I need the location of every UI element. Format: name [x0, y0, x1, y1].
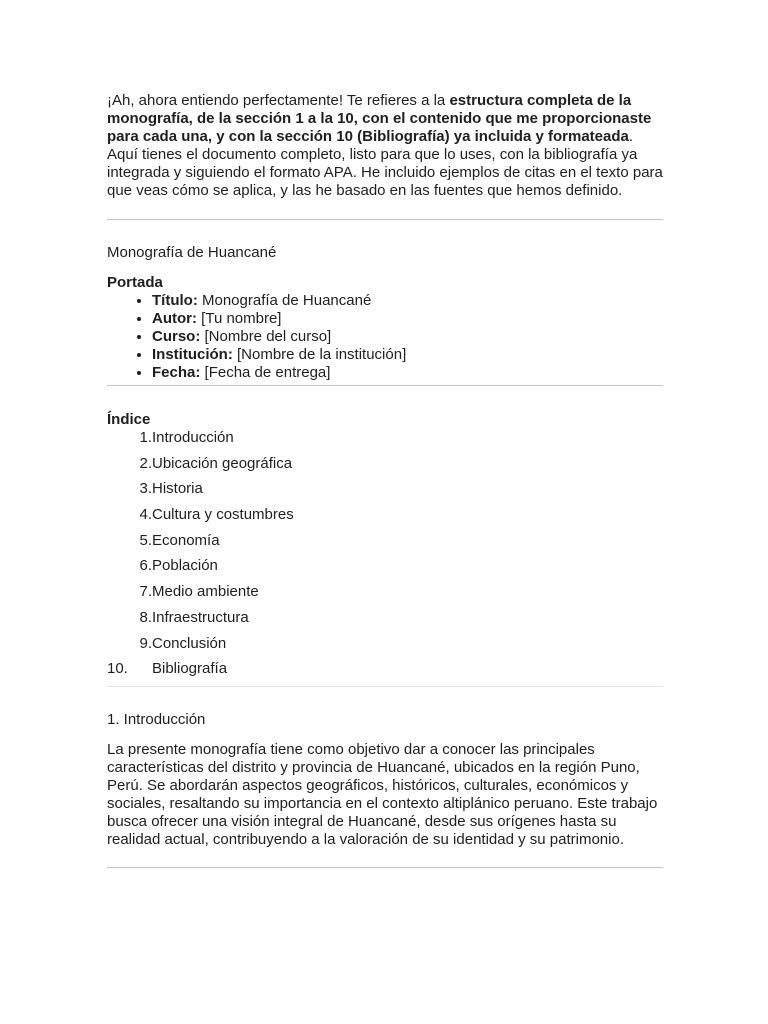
section-title-introduccion: 1. Introducción	[107, 710, 206, 728]
divider-4	[107, 867, 663, 868]
portada-item-autor	[152, 310, 663, 328]
indice-item	[107, 660, 663, 678]
portada-label: Institución:	[152, 346, 233, 363]
indice-label: Historia	[152, 480, 203, 498]
indice-num: 8.	[139, 608, 152, 626]
indice-num: 6.	[139, 557, 152, 575]
indice-num: 7.	[139, 583, 152, 601]
indice-label: Medio ambiente	[152, 583, 259, 601]
indice-num: 10.	[107, 660, 128, 678]
portada-value: [Tu nombre]	[197, 310, 282, 327]
intro-lead: ¡Ah, ahora entiendo perfectamente! Te refieres a la	[107, 92, 450, 109]
portada-item-institucion	[152, 346, 663, 364]
portada-list	[107, 292, 663, 382]
portada-value: [Nombre de la institución]	[232, 346, 407, 363]
portada-label: Autor:	[152, 310, 197, 327]
indice-num: 3.	[139, 480, 152, 498]
indice-item	[107, 506, 663, 524]
divider-2	[107, 385, 663, 386]
document-content	[107, 92, 663, 868]
divider-1	[107, 219, 663, 220]
section-body-introduccion: La presente monografía tiene como objetivo dar a conocer las principales características del distrito y provincia de Huancané, ubicados en la región Puno, Perú. Se abordarán aspectos geográficos, históricos, culturales, económicos y sociales, resaltando su importancia en el contexto altiplánico peruano. Este trabajo busca ofrecer una visión integral de Huancané, desde sus orígenes hasta su realidad actual, contribuyendo a la valoración de su identidad y su patrimonio.	[107, 740, 658, 848]
indice-num: 1.	[139, 429, 152, 446]
portada-value: Monografía de Huancané	[197, 292, 372, 309]
indice-item	[107, 480, 663, 498]
divider-3	[107, 686, 663, 687]
indice-item	[107, 455, 663, 473]
portada-value: [Nombre del curso]	[200, 328, 332, 345]
portada-label: Título:	[152, 292, 198, 309]
portada-item-curso	[152, 328, 663, 346]
intro-bold: estructura completa de la monografía, de la sección 1 a la 10, con el contenido que me proporcionaste para cada una, y con la sección 10 (Bibliografía) ya incluida y formateada	[107, 92, 652, 145]
indice-list	[107, 429, 663, 678]
indice-item	[107, 532, 663, 550]
indice-item	[107, 635, 663, 653]
indice-label: Economía	[152, 531, 220, 549]
indice-item	[107, 429, 663, 447]
indice-num: 4.	[139, 506, 152, 524]
indice-num: 9.	[139, 634, 152, 652]
indice-label: Bibliografía	[152, 660, 228, 678]
portada-item-titulo	[152, 292, 663, 310]
indice-label: Introducción	[152, 429, 234, 446]
indice-heading: Índice	[107, 411, 151, 428]
intro-tail: . Aquí tienes el documento completo, listo para que lo uses, con la bibliografía ya integrada y siguiendo el formato APA. He incluido ejemplos de citas en el texto para que veas cómo se aplica, y las he basado en las fuentes que hemos definido.	[107, 128, 663, 199]
portada-heading: Portada	[107, 274, 163, 291]
indice-label: Infraestructura	[152, 608, 249, 626]
portada-item-fecha	[152, 364, 663, 382]
indice-item	[107, 557, 663, 575]
indice-item	[107, 609, 663, 627]
doc-title: Monografía de Huancané	[107, 244, 277, 261]
indice-label: Cultura y costumbres	[152, 506, 294, 524]
intro-paragraph	[107, 92, 663, 200]
portada-label: Fecha:	[152, 364, 201, 381]
portada-value: [Fecha de entrega]	[200, 364, 331, 381]
indice-num: 5.	[139, 531, 152, 549]
indice-item	[107, 583, 663, 601]
indice-num: 2.	[139, 454, 152, 472]
indice-label: Ubicación geográfica	[152, 454, 293, 472]
indice-label: Población	[152, 557, 218, 575]
indice-label: Conclusión	[152, 634, 227, 652]
portada-label: Curso:	[152, 328, 201, 345]
